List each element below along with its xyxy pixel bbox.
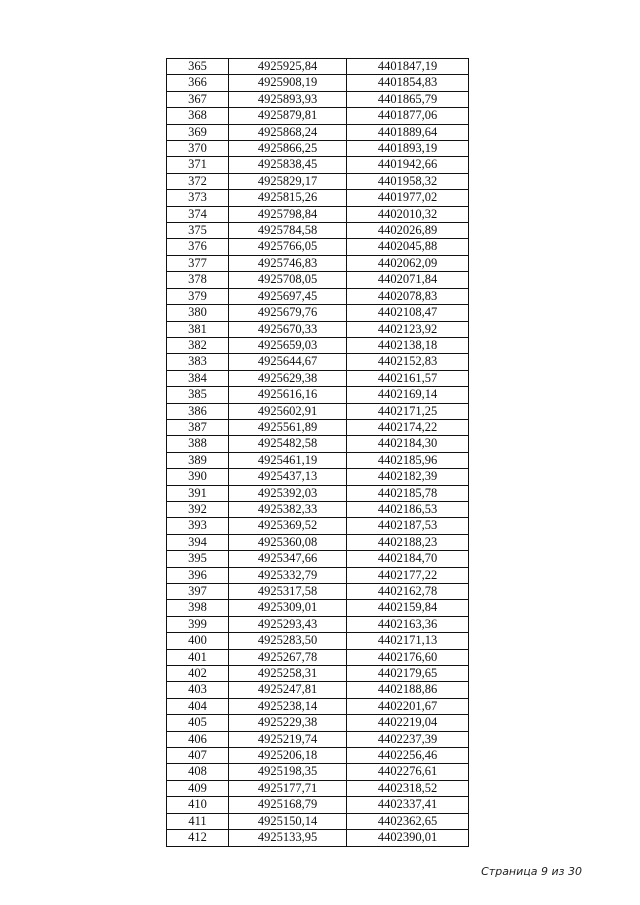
x-coordinate-cell: 4925616,16	[229, 387, 347, 403]
point-number-cell: 383	[167, 354, 229, 370]
x-coordinate-cell: 4925798,84	[229, 206, 347, 222]
x-coordinate-cell: 4925679,76	[229, 305, 347, 321]
x-coordinate-cell: 4925461,19	[229, 452, 347, 468]
table-row	[167, 518, 469, 534]
y-coordinate-cell: 4402159,84	[347, 600, 469, 616]
y-coordinate-cell: 4402185,96	[347, 452, 469, 468]
y-coordinate-cell: 4402187,53	[347, 518, 469, 534]
y-coordinate-cell: 4402108,47	[347, 305, 469, 321]
table-row	[167, 387, 469, 403]
table-row	[167, 748, 469, 764]
table-row	[167, 124, 469, 140]
table-row	[167, 206, 469, 222]
table-row	[167, 141, 469, 157]
x-coordinate-cell: 4925746,83	[229, 255, 347, 271]
point-number-cell: 395	[167, 551, 229, 567]
table-row	[167, 830, 469, 846]
table-row	[167, 485, 469, 501]
table-row	[167, 797, 469, 813]
x-coordinate-cell: 4925868,24	[229, 124, 347, 140]
x-coordinate-cell: 4925644,67	[229, 354, 347, 370]
table-row	[167, 370, 469, 386]
table-row	[167, 731, 469, 747]
x-coordinate-cell: 4925482,58	[229, 436, 347, 452]
x-coordinate-cell: 4925708,05	[229, 272, 347, 288]
x-coordinate-cell: 4925369,52	[229, 518, 347, 534]
y-coordinate-cell: 4401893,19	[347, 141, 469, 157]
y-coordinate-cell: 4402062,09	[347, 255, 469, 271]
y-coordinate-cell: 4402010,32	[347, 206, 469, 222]
x-coordinate-cell: 4925206,18	[229, 748, 347, 764]
point-number-cell: 412	[167, 830, 229, 846]
table-row	[167, 157, 469, 173]
point-number-cell: 399	[167, 616, 229, 632]
point-number-cell: 379	[167, 288, 229, 304]
table-row	[167, 452, 469, 468]
point-number-cell: 401	[167, 649, 229, 665]
y-coordinate-cell: 4402337,41	[347, 797, 469, 813]
point-number-cell: 403	[167, 682, 229, 698]
point-number-cell: 366	[167, 75, 229, 91]
x-coordinate-cell: 4925561,89	[229, 419, 347, 435]
table-row	[167, 633, 469, 649]
table-row	[167, 698, 469, 714]
y-coordinate-cell: 4402185,78	[347, 485, 469, 501]
point-number-cell: 408	[167, 764, 229, 780]
x-coordinate-cell: 4925437,13	[229, 469, 347, 485]
x-coordinate-cell: 4925838,45	[229, 157, 347, 173]
point-number-cell: 394	[167, 534, 229, 550]
table-row	[167, 91, 469, 107]
point-number-cell: 370	[167, 141, 229, 157]
y-coordinate-cell: 4402182,39	[347, 469, 469, 485]
table-row	[167, 584, 469, 600]
y-coordinate-cell: 4402171,13	[347, 633, 469, 649]
table-row	[167, 469, 469, 485]
y-coordinate-cell: 4402169,14	[347, 387, 469, 403]
y-coordinate-cell: 4402276,61	[347, 764, 469, 780]
y-coordinate-cell: 4401958,32	[347, 173, 469, 189]
y-coordinate-cell: 4401877,06	[347, 108, 469, 124]
y-coordinate-cell: 4402186,53	[347, 501, 469, 517]
point-number-cell: 384	[167, 370, 229, 386]
point-number-cell: 404	[167, 698, 229, 714]
table-row	[167, 764, 469, 780]
point-number-cell: 365	[167, 59, 229, 75]
table-row	[167, 534, 469, 550]
point-number-cell: 378	[167, 272, 229, 288]
point-number-cell: 371	[167, 157, 229, 173]
table-row	[167, 419, 469, 435]
coordinates-table-body	[167, 59, 469, 847]
x-coordinate-cell: 4925879,81	[229, 108, 347, 124]
table-row	[167, 223, 469, 239]
table-row	[167, 59, 469, 75]
y-coordinate-cell: 4402161,57	[347, 370, 469, 386]
x-coordinate-cell: 4925293,43	[229, 616, 347, 632]
x-coordinate-cell: 4925258,31	[229, 666, 347, 682]
x-coordinate-cell: 4925219,74	[229, 731, 347, 747]
x-coordinate-cell: 4925392,03	[229, 485, 347, 501]
x-coordinate-cell: 4925784,58	[229, 223, 347, 239]
page-number: Страница 9 из 30	[481, 865, 582, 878]
table-row	[167, 255, 469, 271]
y-coordinate-cell: 4402256,46	[347, 748, 469, 764]
point-number-cell: 374	[167, 206, 229, 222]
x-coordinate-cell: 4925629,38	[229, 370, 347, 386]
point-number-cell: 405	[167, 715, 229, 731]
table-row	[167, 715, 469, 731]
point-number-cell: 377	[167, 255, 229, 271]
y-coordinate-cell: 4402171,25	[347, 403, 469, 419]
y-coordinate-cell: 4402188,23	[347, 534, 469, 550]
point-number-cell: 397	[167, 584, 229, 600]
x-coordinate-cell: 4925602,91	[229, 403, 347, 419]
point-number-cell: 393	[167, 518, 229, 534]
point-number-cell: 390	[167, 469, 229, 485]
point-number-cell: 406	[167, 731, 229, 747]
x-coordinate-cell: 4925925,84	[229, 59, 347, 75]
point-number-cell: 375	[167, 223, 229, 239]
y-coordinate-cell: 4402026,89	[347, 223, 469, 239]
y-coordinate-cell: 4402176,60	[347, 649, 469, 665]
point-number-cell: 369	[167, 124, 229, 140]
point-number-cell: 376	[167, 239, 229, 255]
x-coordinate-cell: 4925382,33	[229, 501, 347, 517]
x-coordinate-cell: 4925670,33	[229, 321, 347, 337]
x-coordinate-cell: 4925229,38	[229, 715, 347, 731]
x-coordinate-cell: 4925238,14	[229, 698, 347, 714]
x-coordinate-cell: 4925829,17	[229, 173, 347, 189]
point-number-cell: 411	[167, 813, 229, 829]
x-coordinate-cell: 4925198,35	[229, 764, 347, 780]
point-number-cell: 409	[167, 780, 229, 796]
point-number-cell: 386	[167, 403, 229, 419]
table-row	[167, 321, 469, 337]
table-row	[167, 616, 469, 632]
table-row	[167, 337, 469, 353]
table-row	[167, 813, 469, 829]
table-row	[167, 501, 469, 517]
y-coordinate-cell: 4402390,01	[347, 830, 469, 846]
point-number-cell: 373	[167, 190, 229, 206]
point-number-cell: 367	[167, 91, 229, 107]
table-row	[167, 272, 469, 288]
x-coordinate-cell: 4925150,14	[229, 813, 347, 829]
y-coordinate-cell: 4401977,02	[347, 190, 469, 206]
x-coordinate-cell: 4925908,19	[229, 75, 347, 91]
point-number-cell: 391	[167, 485, 229, 501]
y-coordinate-cell: 4401865,79	[347, 91, 469, 107]
y-coordinate-cell: 4402138,18	[347, 337, 469, 353]
y-coordinate-cell: 4402188,86	[347, 682, 469, 698]
x-coordinate-cell: 4925309,01	[229, 600, 347, 616]
table-row	[167, 75, 469, 91]
x-coordinate-cell: 4925766,05	[229, 239, 347, 255]
table-row	[167, 403, 469, 419]
y-coordinate-cell: 4402184,70	[347, 551, 469, 567]
x-coordinate-cell: 4925247,81	[229, 682, 347, 698]
y-coordinate-cell: 4401942,66	[347, 157, 469, 173]
x-coordinate-cell: 4925267,78	[229, 649, 347, 665]
table-row	[167, 190, 469, 206]
table-row	[167, 649, 469, 665]
table-row	[167, 666, 469, 682]
y-coordinate-cell: 4401854,83	[347, 75, 469, 91]
point-number-cell: 400	[167, 633, 229, 649]
point-number-cell: 381	[167, 321, 229, 337]
point-number-cell: 410	[167, 797, 229, 813]
point-number-cell: 392	[167, 501, 229, 517]
point-number-cell: 398	[167, 600, 229, 616]
y-coordinate-cell: 4402163,36	[347, 616, 469, 632]
table-row	[167, 551, 469, 567]
table-row	[167, 436, 469, 452]
y-coordinate-cell: 4402318,52	[347, 780, 469, 796]
x-coordinate-cell: 4925866,25	[229, 141, 347, 157]
x-coordinate-cell: 4925360,08	[229, 534, 347, 550]
x-coordinate-cell: 4925697,45	[229, 288, 347, 304]
table-row	[167, 780, 469, 796]
x-coordinate-cell: 4925133,95	[229, 830, 347, 846]
point-number-cell: 402	[167, 666, 229, 682]
x-coordinate-cell: 4925815,26	[229, 190, 347, 206]
x-coordinate-cell: 4925177,71	[229, 780, 347, 796]
x-coordinate-cell: 4925347,66	[229, 551, 347, 567]
y-coordinate-cell: 4402162,78	[347, 584, 469, 600]
x-coordinate-cell: 4925659,03	[229, 337, 347, 353]
point-number-cell: 385	[167, 387, 229, 403]
x-coordinate-cell: 4925168,79	[229, 797, 347, 813]
point-number-cell: 388	[167, 436, 229, 452]
y-coordinate-cell: 4402078,83	[347, 288, 469, 304]
y-coordinate-cell: 4402152,83	[347, 354, 469, 370]
coordinates-table	[166, 58, 469, 847]
y-coordinate-cell: 4402201,67	[347, 698, 469, 714]
point-number-cell: 389	[167, 452, 229, 468]
point-number-cell: 387	[167, 419, 229, 435]
point-number-cell: 380	[167, 305, 229, 321]
y-coordinate-cell: 4402219,04	[347, 715, 469, 731]
y-coordinate-cell: 4402184,30	[347, 436, 469, 452]
table-row	[167, 239, 469, 255]
point-number-cell: 372	[167, 173, 229, 189]
table-row	[167, 288, 469, 304]
table-row	[167, 682, 469, 698]
y-coordinate-cell: 4402179,65	[347, 666, 469, 682]
table-row	[167, 600, 469, 616]
point-number-cell: 382	[167, 337, 229, 353]
y-coordinate-cell: 4402237,39	[347, 731, 469, 747]
table-row	[167, 354, 469, 370]
table-row	[167, 567, 469, 583]
table-row	[167, 108, 469, 124]
y-coordinate-cell: 4401889,64	[347, 124, 469, 140]
y-coordinate-cell: 4402174,22	[347, 419, 469, 435]
table-row	[167, 173, 469, 189]
point-number-cell: 368	[167, 108, 229, 124]
point-number-cell: 396	[167, 567, 229, 583]
y-coordinate-cell: 4402362,65	[347, 813, 469, 829]
x-coordinate-cell: 4925893,93	[229, 91, 347, 107]
table-row	[167, 305, 469, 321]
x-coordinate-cell: 4925283,50	[229, 633, 347, 649]
y-coordinate-cell: 4402045,88	[347, 239, 469, 255]
y-coordinate-cell: 4401847,19	[347, 59, 469, 75]
x-coordinate-cell: 4925317,58	[229, 584, 347, 600]
y-coordinate-cell: 4402071,84	[347, 272, 469, 288]
y-coordinate-cell: 4402177,22	[347, 567, 469, 583]
y-coordinate-cell: 4402123,92	[347, 321, 469, 337]
x-coordinate-cell: 4925332,79	[229, 567, 347, 583]
point-number-cell: 407	[167, 748, 229, 764]
